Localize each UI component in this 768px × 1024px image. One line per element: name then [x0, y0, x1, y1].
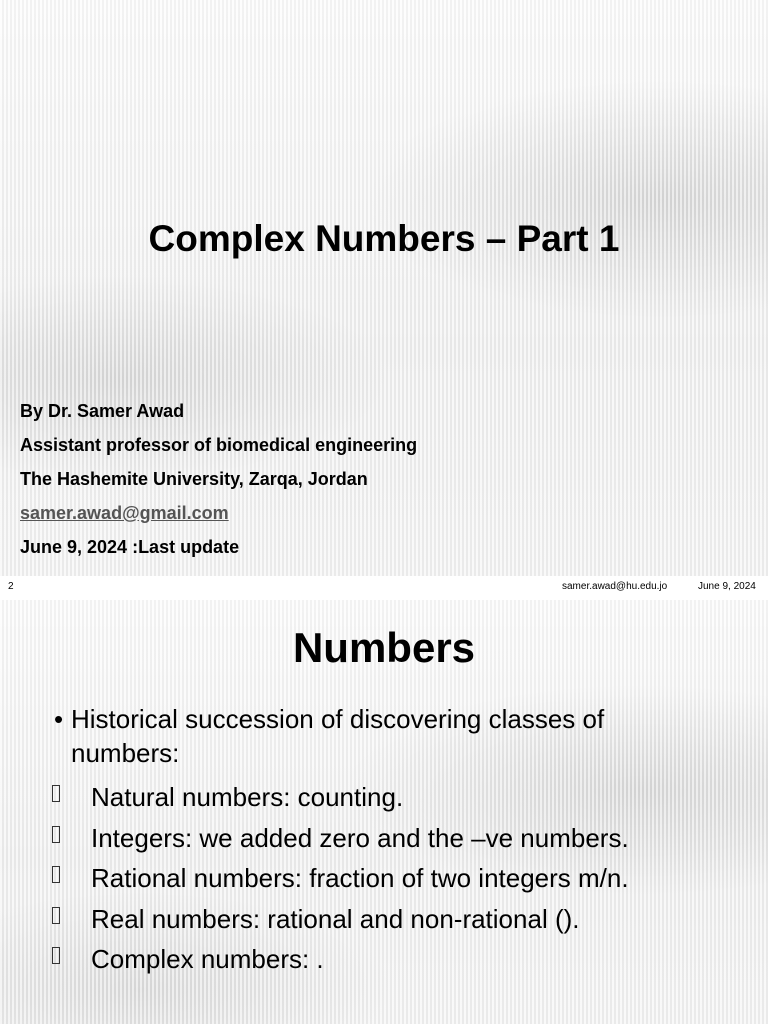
list-item-text: Natural numbers: counting. [91, 782, 404, 812]
author-email-link[interactable]: samer.awad@gmail.com [20, 503, 229, 523]
list-item-text: Rational numbers: fraction of two integers m/n. [91, 863, 629, 893]
author-university: The Hashemite University, Zarqa, Jordan [20, 469, 368, 489]
slide-title: Complex Numbers – Part 1 [148, 218, 620, 259]
list-item-text: Real numbers: rational and non-rational (). [91, 903, 580, 934]
missing-glyph-icon [52, 785, 60, 802]
author-email-item [20, 500, 417, 534]
intro-text: Historical succession of discovering classes of numbers: [71, 704, 605, 768]
author-info [20, 398, 417, 568]
missing-glyph-icon [52, 866, 60, 883]
slide-title: Numbers [292, 624, 476, 671]
last-update: June 9, 2024 :Last update [20, 537, 240, 557]
footer-date: June 9, 2024 [698, 581, 756, 592]
missing-glyph-icon [52, 947, 60, 964]
missing-glyph-icon [52, 826, 60, 843]
numbers-slide [0, 600, 768, 1024]
list-item-text: Integers: we added zero and the –ve numbers. [91, 822, 629, 853]
footer-email: samer.awad@hu.edu.jo [562, 581, 668, 592]
missing-glyph-icon [52, 907, 60, 924]
page-number: 2 [8, 581, 14, 592]
page-footer [0, 576, 768, 600]
list-item-text: Complex numbers: . [91, 944, 324, 974]
author-position: Assistant professor of biomedical engineering [20, 435, 418, 455]
bullet-icon: • [54, 704, 64, 734]
intro-bullet-item [54, 702, 694, 770]
author-name: By Dr. Samer Awad [20, 401, 185, 421]
